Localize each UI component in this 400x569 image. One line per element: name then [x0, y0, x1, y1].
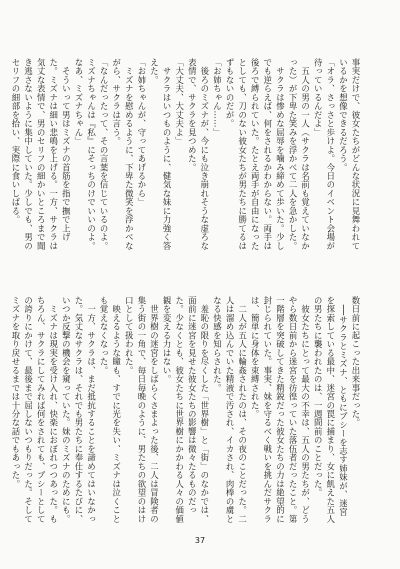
lower-text-block: 数日前に起こった出来事だった。 ──サクラとミズナ、ともにブシーを志す姉妹が、迷宮を探索している最中、迷宮の罠に捕まり、女に飢えた五人の男たちに襲われたのは、一週間前のことだった。 彼女たちにとって最大の不幸は、五人の男たちが、どうやら数日前から迷宮を彷徨っていた落伍者だったこと。第一階層を突破してきた精鋭だった彼女たちの力は絶望的に封じられていた。事実、妹を守るべく戦いを挑んだサクラは、簡単に身体を束縛された。 二人が五人に輪姦されたのは、その夜のことだった。二人は溜め込んでいた精液で汚され、イカされ、肉棒の虜となる快感を知らされた。 羞恥の限りを尽くした「世界樹」と「街」のなかでは、面前に迷宮を見せた彼女たちの影響は微々たるものだった。少なくとも、彼女たちに世界樹にかかわる人々の価値観を変える力はない。 世界樹の迷宮をしばらくさまよった後、二人は冒険者の集う街の一角で、毎日毎晩のように、男たちの欲望のはけ口として扱われた。 映えるような瞳も、すでに光を失い、ミズナは泣くことも覚えなくなった。 一方、サクラは、まだ抵抗することを諦めてはいなかった。気丈なサクラは、それでも男たちに奉仕するたびに、いつか反撃の機会を窺っていた。妹のミズナのためにも。 ミズナは現実を受け入れ、快楽におぼれつつあった。もちろん、サクラにしてみれば何をされても、ブシーとしての誇りにかけて、最後まで屈しないつもりだった。そしてミズナを取り戻せるまでは十分な話でもあった。: [10, 296, 361, 524]
page-number: 37: [194, 536, 206, 545]
upper-text-block: 事実だけで、彼女たちがどんな状況に見舞われているかを想像できるだろう。 「オラ、さっさと歩けよ。今日のイベント会場が待っているんだよ」 五人の男の一人（サクラは名前も覚えていなかった）が下卑た笑みを浮かべて二人を急かした。 サクラは惨めな屈辱を噛み締めて歩いた。少しでも逆らえば、何をされるかわからない。両手は後ろで縛られていた。たとえ両手が自由になったとしても、刀のない彼女たちが男たちに勝てるはずもないのだが。 「お姉ちゃん……」 後ろのミズナが、今にも泣き崩れそうな虚ろな表情で、サクラを見つめた。 「大丈夫、大丈夫よ」 サクラはいつものように、健気な妹に力強く答えた。 「お姉ちゃんが、守ってあげるから」 ミズナを慰めるように、下卑た微笑を浮かべながら、サクラは言う。 「なんだったって、その言葉を信じているのよ。ミズナちゃんは『私』にそっちのけでいいのよ。なあ、ミズナちゃん」 そういって男はミズナの首筋を指で撫で上げた。ミズナは細い悲鳴を上げる。一方、サクラは気丈な表情で、男のセリフの細かいところまで聞き逃さないように集中していた。少しでも、男のセリフの細部を拾い、実際に食いしばる。: [10, 58, 361, 251]
